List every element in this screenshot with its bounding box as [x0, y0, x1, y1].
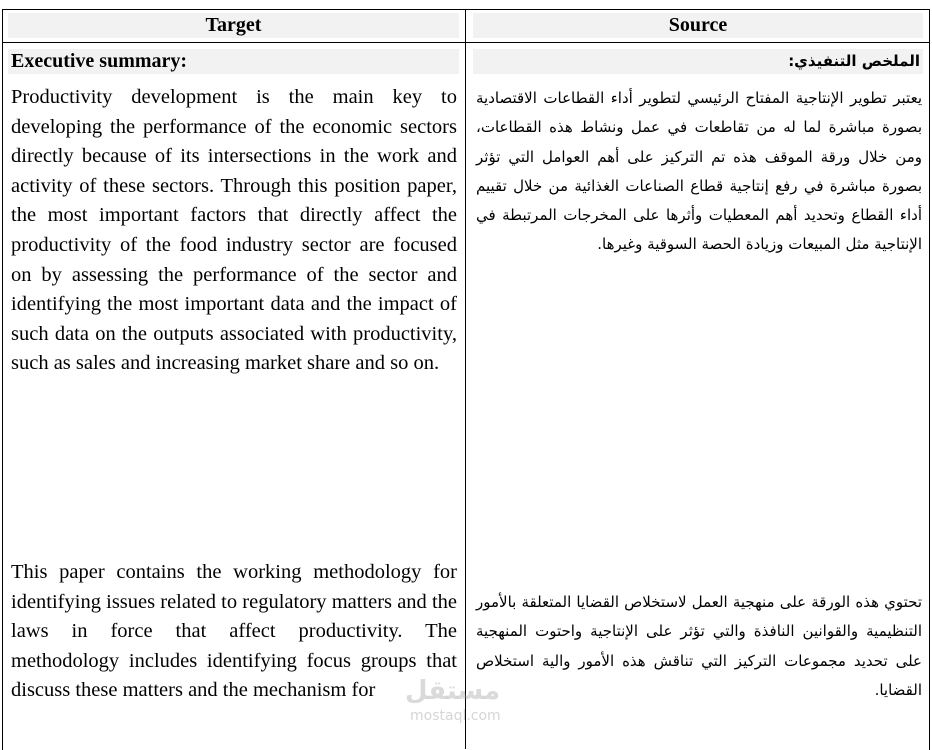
source-paragraph-1: يعتبر تطوير الإنتاجية المفتاح الرئيسي لتطوير أداء القطاعات الاقتصادية بصورة مباشرة لما له من تقاطعات في عمل ونشاط هذه القطاعات، ومن خلال ورقة الموقف هذه تم التركيز على أهم العوامل التي تؤثر بصورة مباشرة في رفع إنتاجية قطاع الصناعات الغذائية من خلال تقييم أداء القطاع وتحديد أهم المعطيات وأثرها على المخرجات المرتبطة في الإنتاجية مثل المبيعات وزيادة الحصة السوقية وغيرها.	[476, 89, 922, 254]
watermark-text: mostaql.com	[410, 708, 501, 724]
column-divider	[465, 9, 466, 749]
target-paragraph-2: This paper contains the working methodology for identifying issues related to regulatory matters and the laws in force that affect productivity. The methodology includes identifying focus groups that discuss these matters and the mechanism for	[11, 561, 457, 702]
target-column-header: Target	[8, 13, 459, 38]
source-section-title: الملخص التنفيذي:	[473, 49, 923, 74]
source-paragraph-2: تحتوي هذه الورقة على منهجية العمل لاستخلاص القضايا المتعلقة بالأمور التنظيمية والقوانين النافذة والتي تؤثر على الإنتاجية واحتوت المنهجية على تحديد مجموعات التركيز التي تناقش هذه الأمور والية استخلاص القضايا.	[476, 593, 922, 699]
source-column-header: Source	[473, 13, 923, 38]
watermark-logo: مستقل	[405, 676, 501, 706]
target-paragraph-1: Productivity development is the main key to developing the performance of the economic sectors directly because of its intersections in the work and activity of these sectors. Through this position paper, the most important factors that directly affect the productivity of the food industry sector are focused on by assessing the performance of the sector and identifying the most important data and the impact of such data on the outputs associated with productivity, such as sales and increasing market share and so on.	[11, 86, 457, 375]
target-section-title: Executive summary:	[8, 49, 459, 74]
